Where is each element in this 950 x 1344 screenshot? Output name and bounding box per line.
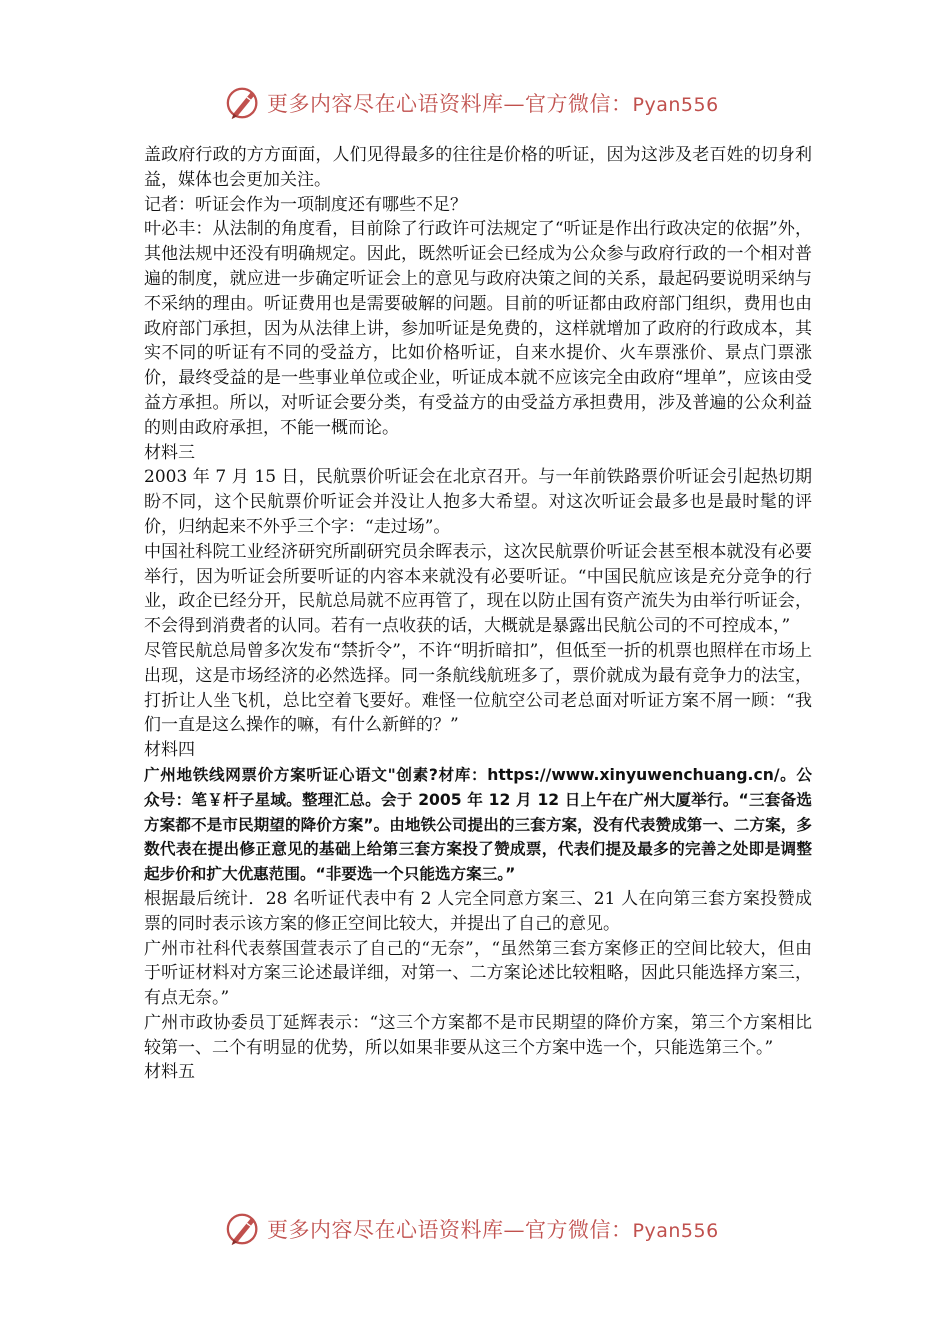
paragraph: 叶必丰：从法制的角度看，目前除了行政许可法规定了“听证是作出行政决定的依据”外，其他法规中还没有明确规定。因此，既然听证会已经成为公众参与政府行政的一个相对普遍的制度，就应进一步确定听证会上的意见与政府决策之间的关系，最起码要说明采纳与不采纳的理由。听证费用也是需要破解的问题。目前的听证都由政府部门组织，费用也由政府部门承担，因为从法律上讲，参加听证是免费的，这样就增加了政府的行政成本，其实不同的听证有不同的受益方，比如价格听证，自来水提价、火车票涨价、景点门票涨价，最终受益的是一些事业单位或企业，听证成本就不应该完全由政府“埋单”，应该由受益方承担。所以，对听证会要分类，有受益方的由受益方承担费用，涉及普遍的公众利益的则由政府承担，不能一概而论。: [144, 219, 812, 438]
pen-logo-icon: [225, 1210, 263, 1248]
paragraph: 中国社科院工业经济研究所副研究员余晖表示，这次民航票价听证会甚至根本就没有必要举行，因为听证会所要听证的内容本来就没有必要听证。“中国民航应该是充分竞争的行业，政企已经分开，民航总局就不应再管了，现在以防止国有资产流失为由举行听证会，不会得到消费者的认同。若有一点收获的话，大概就是暴露出民航公司的不可控成本，”: [144, 541, 812, 637]
header-banner: [225, 82, 725, 124]
paragraph: 盖政府行政的方方面面，人们见得最多的往往是价格的听证，因为这涉及老百姓的切身利益，媒体也会更加关注。: [144, 145, 812, 190]
banner-text: 更多内容尽在心语资料库—官方微信：Pyan556: [267, 92, 719, 116]
footer-banner: [225, 1208, 725, 1250]
wechat-id: Pyan556: [632, 94, 719, 116]
paragraph: 广州市社科代表蔡国萱表示了自己的“无奈”，“虽然第三套方案修正的空间比较大，但由于听证材料对方案三论述最详细，对第一、二方案论述比较粗略，因此只能选择方案三，有点无奈。”: [144, 938, 812, 1009]
section-heading: 材料三: [144, 442, 195, 463]
paragraph: 广州市政协委员丁延辉表示：“这三个方案都不是市民期望的降价方案，第三个方案相比较第一、二个有明显的优势，所以如果非要从这三个方案中选一个，只能选第三个。”: [144, 1012, 812, 1058]
section-heading: 材料四: [144, 740, 195, 761]
banner-text: 更多内容尽在心语资料库—官方微信：Pyan556: [267, 1218, 719, 1242]
pen-logo-icon: [225, 84, 263, 122]
bold-paragraph: 广州地铁线网票价方案听证心语文"创素?材库：https://www.xinyuwenchuang.cn/。公众号：笔￥杆子星域。整理汇总。会于 2005 年 12 月 12 日上午在广州大厦举行。“三套备选方案都不是市民期望的降价方案”。由地铁公司提出的三套方案，没有代表赞成第一、二方案，多数代表在提出修正意见的基础上给第三套方案投了赞成票，代表们提及最多的完善之处即是调整起步价和扩大优惠范围。“非要选一个只能选方案三。”: [144, 765, 812, 884]
document-body: [144, 143, 812, 1085]
paragraph: 记者：听证会作为一项制度还有哪些不足？: [144, 194, 467, 215]
paragraph: 根据最后统计．28 名听证代表中有 2 人完全同意方案三、21 人在向第三套方案投赞成票的同时表示该方案的修正空间比较大，并提出了自己的意见。: [144, 888, 812, 934]
wechat-id: Pyan556: [632, 1220, 719, 1242]
paragraph: 2003 年 7 月 15 日，民航票价听证会在北京召开。与一年前铁路票价听证会引起热切期盼不同，这个民航票价听证会并没让人抱多大希望。对这次听证会最多也是最时髦的评价，归纳起来不外乎三个字：“走过场”。: [144, 467, 812, 537]
paragraph: 尽管民航总局曾多次发布“禁折令”，不许“明折暗扣”，但低至一折的机票也照样在市场上出现，这是市场经济的必然选择。同一条航线航班多了，票价就成为最有竞争力的法宝，打折让人坐飞机，总比空着飞要好。难怪一位航空公司老总面对听证方案不屑一顾：“我们一直是这么操作的嘛，有什么新鲜的？”: [144, 640, 812, 736]
section-heading: 材料五: [144, 1062, 195, 1083]
